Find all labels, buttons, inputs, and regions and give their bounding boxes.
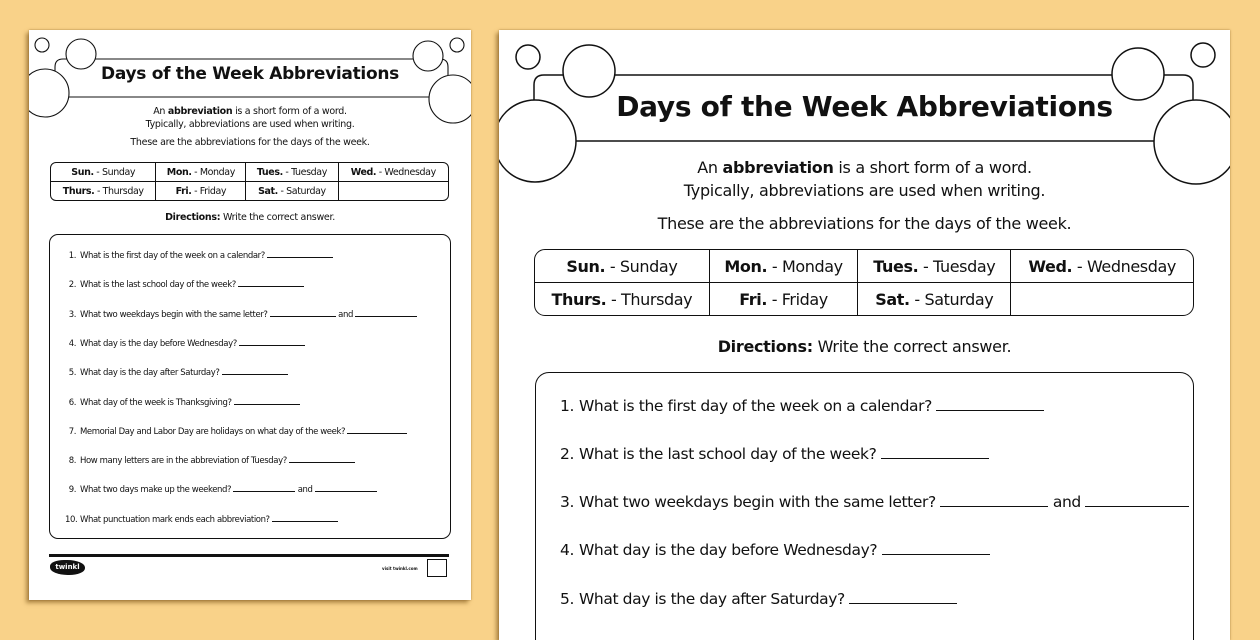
answer-blank[interactable] <box>222 374 288 375</box>
intro-table-caption: These are the abbreviations for the days of the week. <box>130 137 370 148</box>
abbreviation-table <box>50 162 449 201</box>
answer-blank[interactable] <box>355 316 417 317</box>
table-cell-empty <box>339 182 448 200</box>
question-7: 7. Memorial Day and Labor Day are holidays on what day of the week? <box>65 427 407 437</box>
answer-blank[interactable] <box>881 458 989 459</box>
question-2: 2. What is the last school day of the week? <box>557 445 989 463</box>
answer-blank[interactable] <box>940 506 1048 507</box>
question-2: 2. What is the last school day of the week? <box>65 280 304 290</box>
question-5: 5. What day is the day after Saturday? <box>557 590 957 608</box>
answer-blank[interactable] <box>347 433 407 434</box>
intro-usage: Typically, abbreviations are used when writing. <box>145 119 355 130</box>
intro-text: is a short form of a word. <box>833 158 1032 177</box>
table-cell: Sat. - Saturday <box>246 182 338 200</box>
answer-blank[interactable] <box>267 257 333 258</box>
table-cell-empty <box>1011 283 1193 315</box>
table-cell: Sun. - Sunday <box>535 250 710 283</box>
answer-blank[interactable] <box>234 404 300 405</box>
table-cell: Mon. - Monday <box>156 163 246 182</box>
table-cell: Tues. - Tuesday <box>858 250 1011 283</box>
directions <box>29 212 471 223</box>
directions-text: Write the correct answer. <box>220 212 335 223</box>
answer-blank[interactable] <box>272 521 338 522</box>
intro-definition <box>29 106 471 117</box>
directions <box>499 337 1230 356</box>
footer-divider <box>49 554 449 557</box>
question-1: 1. What is the first day of the week on a calendar? <box>65 251 333 261</box>
answer-blank[interactable] <box>233 491 295 492</box>
worksheet-page-preview-zoomed <box>499 30 1230 640</box>
directions-label: Directions: <box>717 337 813 356</box>
table-cell: Tues. - Tuesday <box>246 163 338 182</box>
answer-blank[interactable] <box>270 316 336 317</box>
question-6: 6. What day of the week is Thanksgiving? <box>65 398 300 408</box>
question-4: 4. What day is the day before Wednesday? <box>557 541 990 559</box>
intro-text: An <box>153 106 168 117</box>
directions-label: Directions: <box>165 212 221 223</box>
table-row <box>535 250 1193 283</box>
table-row <box>535 283 1193 315</box>
question-5: 5. What day is the day after Saturday? <box>65 368 288 378</box>
table-cell: Wed. - Wednesday <box>339 163 448 182</box>
intro-usage: Typically, abbreviations are used when writing. <box>683 181 1046 200</box>
table-cell: Fri. - Friday <box>156 182 246 200</box>
table-cell: Fri. - Friday <box>710 283 859 315</box>
question-10: 10. What punctuation mark ends each abbreviation? <box>65 515 338 525</box>
intro-definition <box>499 158 1230 177</box>
question-1: 1. What is the first day of the week on a calendar? <box>557 397 1044 415</box>
worksheet-title: Days of the Week Abbreviations <box>616 90 1113 123</box>
table-cell: Thurs. - Thursday <box>535 283 710 315</box>
answer-blank[interactable] <box>882 554 990 555</box>
intro-table-caption: These are the abbreviations for the days of the week. <box>657 214 1072 233</box>
intro-text: is a short form of a word. <box>232 106 347 117</box>
table-cell: Mon. - Monday <box>710 250 859 283</box>
worksheet-title: Days of the Week Abbreviations <box>101 64 399 84</box>
abbreviation-table <box>534 249 1194 316</box>
twinkl-logo: twinkl <box>50 560 85 575</box>
header-circle-decoration <box>29 30 471 150</box>
answer-blank[interactable] <box>238 286 304 287</box>
table-row <box>51 182 448 200</box>
answer-blank[interactable] <box>315 491 377 492</box>
twinkl-badge-icon <box>427 559 447 577</box>
answer-blank[interactable] <box>1085 506 1189 507</box>
directions-text: Write the correct answer. <box>812 337 1012 356</box>
table-row <box>51 163 448 182</box>
intro-text: An <box>697 158 723 177</box>
question-8: 8. How many letters are in the abbreviation of Tuesday? <box>65 456 355 466</box>
table-cell: Sat. - Saturday <box>858 283 1011 315</box>
footer-url: visit twinkl.com <box>382 566 418 571</box>
intro-keyword: abbreviation <box>167 106 233 117</box>
question-3: 3. What two weekdays begin with the same letter? and <box>557 493 1189 511</box>
answer-blank[interactable] <box>936 410 1044 411</box>
table-cell: Wed. - Wednesday <box>1011 250 1193 283</box>
table-cell: Thurs. - Thursday <box>51 182 156 200</box>
question-9: 9. What two days make up the weekend? and <box>65 485 377 495</box>
intro-keyword: abbreviation <box>722 158 834 177</box>
answer-blank[interactable] <box>239 345 305 346</box>
worksheet-page-preview-full <box>29 30 471 600</box>
answer-blank[interactable] <box>849 603 957 604</box>
table-cell: Sun. - Sunday <box>51 163 156 182</box>
answer-blank[interactable] <box>289 462 355 463</box>
question-3: 3. What two weekdays begin with the same letter? and <box>65 310 417 320</box>
question-4: 4. What day is the day before Wednesday? <box>65 339 305 349</box>
